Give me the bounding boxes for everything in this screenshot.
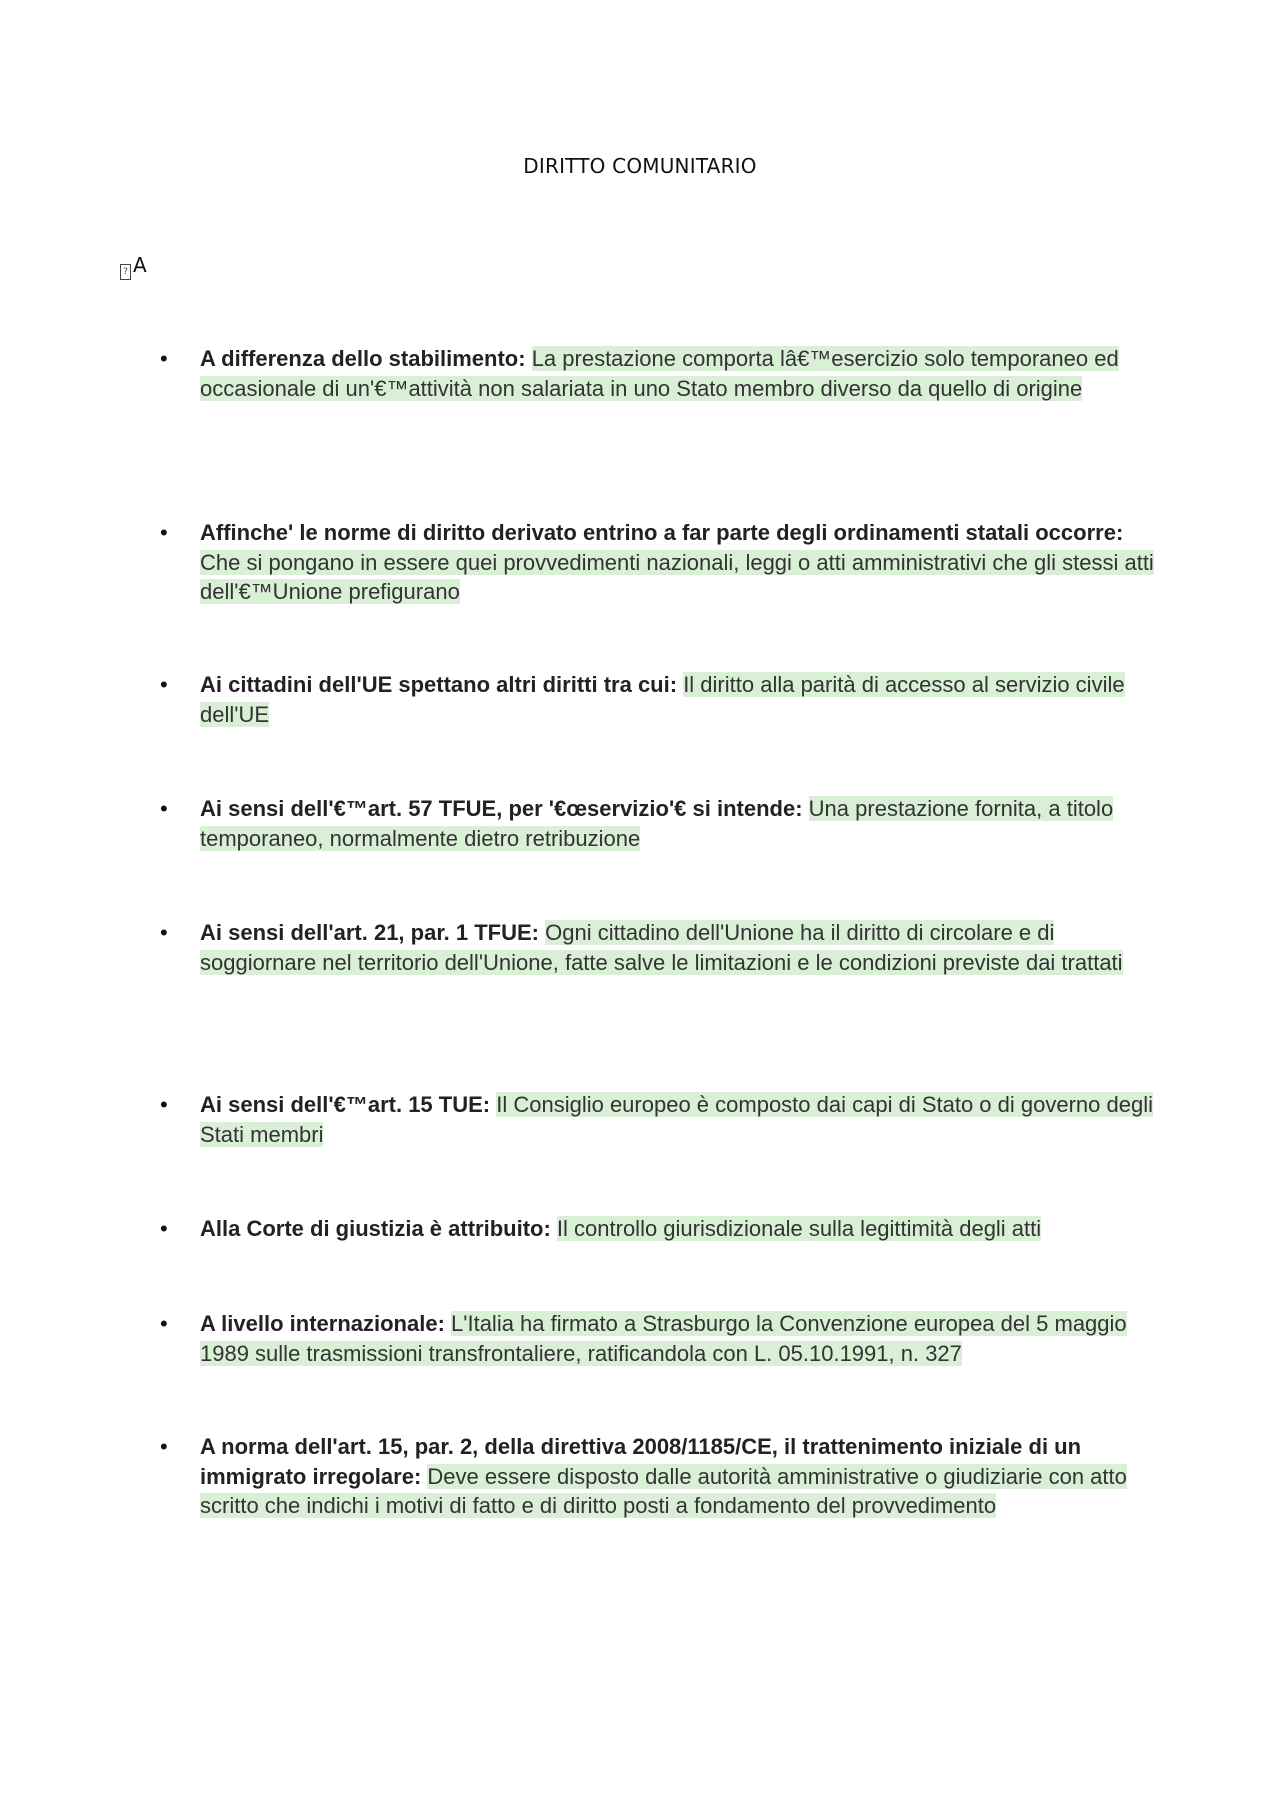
entry-answer: La prestazione comporta lâ€™esercizio solo temporaneo ed occasionale di un'€™attività non salariata in uno Stato membro diverso da quello di origine [200,346,1119,401]
list-item [160,1214,1160,1244]
list-item [160,1090,1160,1149]
bullet-icon: • [160,1434,168,1459]
entry-answer: Ogni cittadino dell'Unione ha il diritto di circolare e di soggiornare nel territorio dell'Unione, fatte salve le limitazioni e le condizioni previste dai trattati [200,920,1123,975]
entry-question: Ai cittadini dell'UE spettano altri diritti tra cui: [200,672,678,697]
entry-answer: Il Consiglio europeo è composto dai capi di Stato o di governo degli Stati membri [200,1092,1153,1147]
bullet-icon: • [160,796,168,821]
bullet-icon: • [160,920,168,945]
section-letter [120,253,147,280]
entry-question: A differenza dello stabilimento: [200,346,526,371]
entry-question: Ai sensi dell'€™art. 15 TUE: [200,1092,491,1117]
list-item [160,1432,1160,1521]
entry-answer: Deve essere disposto dalle autorità amministrative o giudiziarie con atto scritto che indichi i motivi di fatto e di diritto posti a fondamento del provvedimento [200,1463,1127,1518]
bullet-icon: • [160,1092,168,1117]
bullet-icon: • [160,1311,168,1336]
bullet-icon: • [160,346,168,371]
entry-question: A norma dell'art. 15, par. 2, della direttiva 2008/1185/CE, il trattenimento iniziale di un immigrato irregolare: [200,1434,1082,1489]
entry-question: Ai sensi dell'€™art. 57 TFUE, per '€œservizio'€ si intende: [200,796,803,821]
list-item [160,670,1160,729]
entry-answer: Il controllo giurisdizionale sulla legittimità degli atti [556,1216,1042,1241]
section-letter-label: A [133,253,147,277]
entry-answer: Il diritto alla parità di accesso al servizio civile dell'UE [200,672,1125,727]
entry-question: A livello internazionale: [200,1311,445,1336]
bullet-icon: • [160,672,168,697]
entry-answer: Che si pongano in essere quei provvedimenti nazionali, leggi o atti amministrativi che gli stessi atti dell'€™Unione prefigurano [200,549,1154,604]
list-item [160,518,1160,607]
entry-answer: Una prestazione fornita, a titolo temporaneo, normalmente dietro retribuzione [200,796,1114,851]
list-item [160,344,1160,403]
entry-question: Ai sensi dell'art. 21, par. 1 TFUE: [200,920,540,945]
bullet-icon: • [160,520,168,545]
list-item [160,918,1160,977]
document-title: DIRITTO COMUNITARIO [523,154,757,178]
entry-question: Affinche' le norme di diritto derivato entrino a far parte degli ordinamenti statali occorre: [200,520,1124,545]
bullet-icon: • [160,1216,168,1241]
list-item [160,1309,1160,1368]
list-item [160,794,1160,853]
entry-question: Alla Corte di giustizia è attribuito: [200,1216,551,1241]
missing-glyph-icon: ? [120,264,131,280]
entry-answer: L'Italia ha firmato a Strasburgo la Convenzione europea del 5 maggio 1989 sulle trasmissioni transfrontaliere, ratificandola con L. 05.10.1991, n. 327 [200,1311,1127,1366]
